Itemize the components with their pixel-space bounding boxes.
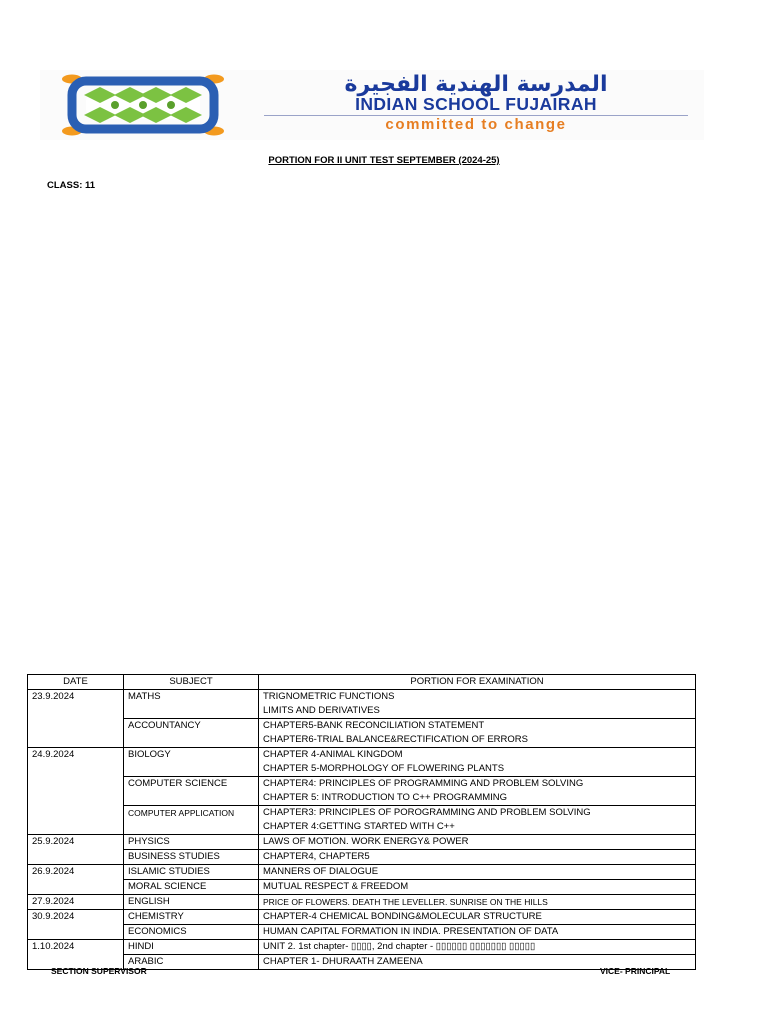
subject-cell: BUSINESS STUDIES (124, 850, 259, 865)
date-cell: 24.9.2024 (28, 748, 124, 777)
date-cell (28, 806, 124, 835)
table-header-row (28, 675, 696, 690)
table-row (28, 895, 696, 910)
school-logo (60, 73, 226, 137)
subject-cell: ENGLISH (124, 895, 259, 910)
portion-line: CHAPTER6-TRIAL BALANCE&RECTIFICATION OF ERRORS (263, 734, 528, 745)
subject-cell: HINDI (124, 940, 259, 955)
date-cell: 30.9.2024 (28, 910, 124, 925)
subject-cell: ACCOUNTANCY (124, 719, 259, 748)
table-row (28, 925, 696, 940)
table-row (28, 940, 696, 955)
subject-cell: MATHS (124, 690, 259, 719)
portion-cell (259, 690, 696, 719)
date-cell (28, 850, 124, 865)
portion-line: CHAPTER 5-MORPHOLOGY OF FLOWERING PLANTS (263, 763, 505, 774)
portion-line: HUMAN CAPITAL FORMATION IN INDIA. PRESENTATION OF DATA (263, 926, 559, 937)
date-cell (28, 880, 124, 895)
portion-cell (259, 865, 696, 880)
portion-cell (259, 910, 696, 925)
portion-cell (259, 806, 696, 835)
portion-line: MUTUAL RESPECT & FREEDOM (263, 881, 409, 892)
portion-cell (259, 895, 696, 910)
date-cell (28, 777, 124, 806)
portion-line: CHAPTER 1- DHURAATH ZAMEENA (263, 956, 423, 967)
portion-line: CHAPTER3: PRINCIPLES OF POROGRAMMING AND PROBLEM SOLVING (263, 807, 591, 818)
portion-line: LAWS OF MOTION. WORK ENERGY& POWER (263, 836, 469, 847)
table-row (28, 910, 696, 925)
portion-cell (259, 850, 696, 865)
date-cell (28, 925, 124, 940)
subject-cell: COMPUTER APPLICATION (124, 806, 259, 835)
school-name-arabic: المدرسة الهندية الفجيرة (344, 72, 608, 97)
section-supervisor-signature: SECTION SUPERVISOR (51, 966, 147, 976)
header-portion: PORTION FOR EXAMINATION (259, 675, 696, 690)
portion-line: CHAPTER-4 CHEMICAL BONDING&MOLECULAR STRUCTURE (263, 911, 542, 922)
table-row (28, 719, 696, 748)
header-date: DATE (28, 675, 124, 690)
portion-cell (259, 835, 696, 850)
table-row (28, 806, 696, 835)
school-header-banner (40, 70, 704, 140)
portion-line: LIMITS AND DERIVATIVES (263, 705, 380, 716)
portion-line: CHAPTER5-BANK RECONCILIATION STATEMENT (263, 720, 485, 731)
portion-line: CHAPTER 4-ANIMAL KINGDOM (263, 749, 403, 760)
portion-line: TRIGNOMETRIC FUNCTIONS (263, 691, 395, 702)
portion-cell (259, 748, 696, 777)
date-cell: 25.9.2024 (28, 835, 124, 850)
exam-schedule-table (27, 674, 696, 970)
header-subject: SUBJECT (124, 675, 259, 690)
subject-cell: PHYSICS (124, 835, 259, 850)
table-row (28, 777, 696, 806)
portion-line: CHAPTER 4:GETTING STARTED WITH C++ (263, 821, 455, 832)
portion-cell (259, 777, 696, 806)
subject-cell: MORAL SCIENCE (124, 880, 259, 895)
subject-cell: ISLAMIC STUDIES (124, 865, 259, 880)
subject-cell: BIOLOGY (124, 748, 259, 777)
subject-cell: ECONOMICS (124, 925, 259, 940)
school-tagline: committed to change (385, 116, 567, 133)
table-row (28, 880, 696, 895)
portion-line: CHAPTER4: PRINCIPLES OF PROGRAMMING AND PROBLEM SOLVING (263, 778, 584, 789)
portion-line: CHAPTER4, CHAPTER5 (263, 851, 370, 862)
portion-cell (259, 925, 696, 940)
portion-line: CHAPTER 5: INTRODUCTION TO C++ PROGRAMMING (263, 792, 508, 803)
table-row (28, 850, 696, 865)
portion-cell (259, 880, 696, 895)
date-cell: 27.9.2024 (28, 895, 124, 910)
portion-line: MANNERS OF DIALOGUE (263, 866, 379, 877)
subject-cell: COMPUTER SCIENCE (124, 777, 259, 806)
date-cell (28, 719, 124, 748)
document-title: PORTION FOR II UNIT TEST SEPTEMBER (2024-25) (268, 155, 500, 166)
school-name: INDIAN SCHOOL FUJAIRAH (355, 94, 597, 114)
portion-cell (259, 719, 696, 748)
table-row (28, 748, 696, 777)
class-label: CLASS: 11 (47, 180, 96, 191)
table-row (28, 865, 696, 880)
table-row (28, 835, 696, 850)
portion-cell (259, 940, 696, 955)
table-row (28, 690, 696, 719)
date-cell: 1.10.2024 (28, 940, 124, 955)
vice-principal-signature: VICE- PRINCIPAL (600, 966, 671, 976)
subject-cell: ARABIC (124, 955, 259, 970)
date-cell: 23.9.2024 (28, 690, 124, 719)
date-cell: 26.9.2024 (28, 865, 124, 880)
subject-cell: CHEMISTRY (124, 910, 259, 925)
portion-line: UNIT 2. 1st chapter- ▯▯▯▯, 2nd chapter - ▯▯▯▯▯▯ ▯▯▯▯▯▯▯ ▯▯▯▯▯ (263, 941, 536, 952)
portion-line: PRICE OF FLOWERS. DEATH THE LEVELLER. SUNRISE ON THE HILLS (263, 897, 548, 907)
